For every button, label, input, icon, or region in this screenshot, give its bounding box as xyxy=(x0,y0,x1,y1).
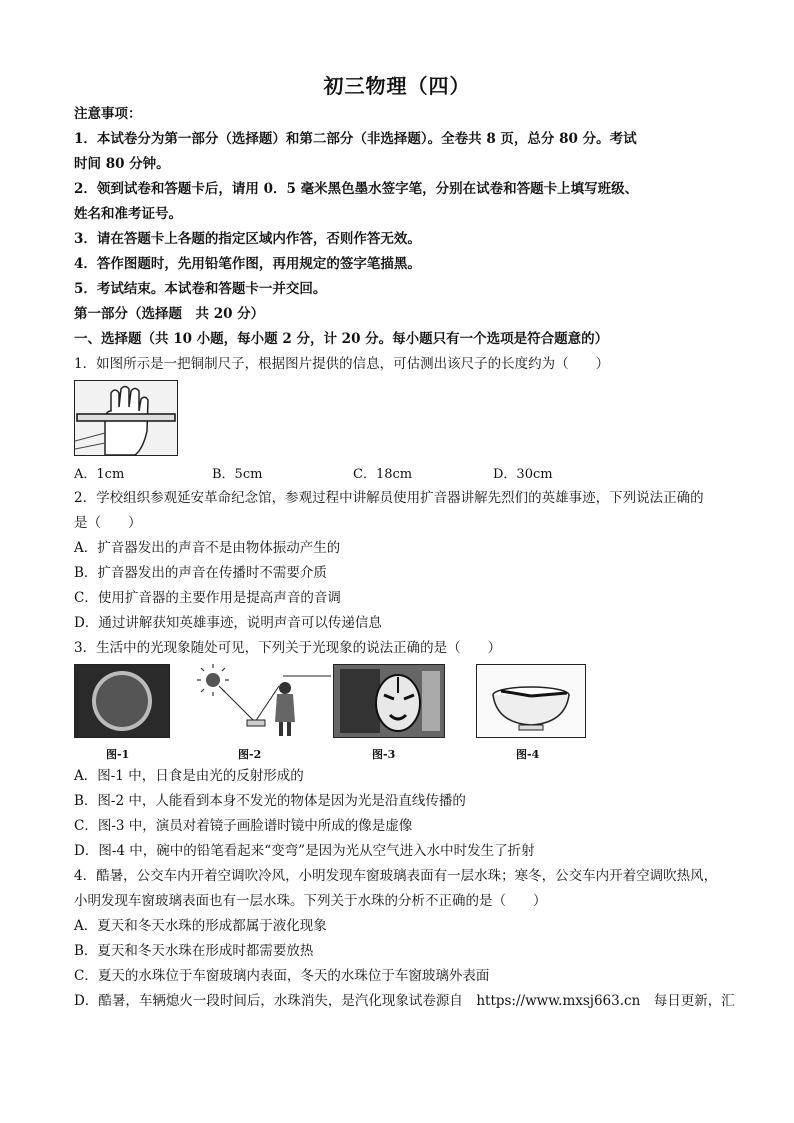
q2-option: C．使用扩音器的主要作用是提高声音的音调 xyxy=(74,590,341,606)
q4-stem: 小明发现车窗玻璃表面也有一层水珠。下列关于水珠的分析不正确的是（ ） xyxy=(74,893,547,909)
light-path-figure xyxy=(195,664,335,740)
q4-stem: 4．酷暑，公交车内开着空调吹冷风，小明发现车窗玻璃表面有一层水珠；寒冬，公交车内开着空调吹热风， xyxy=(74,868,718,884)
fig-label: 图-1 xyxy=(106,748,130,761)
ruler-hand-figure xyxy=(74,380,178,456)
section-heading: 一、选择题（共 10 小题，每小题 2 分，计 20 分。每小题只有一个选项是符合题意的） xyxy=(74,331,609,347)
part1-heading: 第一部分（选择题 共 20 分） xyxy=(74,306,265,322)
q2-option: D．通过讲解获知英雄事迹，说明声音可以传递信息 xyxy=(74,615,382,631)
q4-option: D．酷暑，车辆熄火一段时间后，水珠消失，是汽化现象试卷源自 https://www.mxsj663.cn 每日更新，汇 xyxy=(74,993,735,1009)
q2-stem: 是（ ） xyxy=(74,515,142,531)
q3-option: B．图-2 中，人能看到本身不发光的物体是因为光是沿直线传播的 xyxy=(74,793,466,809)
notice-item: 2．领到试卷和答题卡后，请用 0．5 毫米黑色墨水签字笔，分别在试卷和答题卡上填写班级、 xyxy=(74,181,639,197)
notice-item: 3．请在答题卡上各题的指定区域内作答，否则作答无效。 xyxy=(74,231,421,247)
q1-option: D．30cm xyxy=(493,467,553,482)
notice-item: 时间 80 分钟。 xyxy=(74,156,170,172)
q3-option: A．图-1 中，日食是由光的反射形成的 xyxy=(74,768,304,784)
q1-option: C．18cm xyxy=(353,467,413,482)
q2-stem: 2．学校组织参观延安革命纪念馆，参观过程中讲解员使用扩音器讲解先烈们的英雄事迹，下列说法正确的 xyxy=(74,490,704,506)
q1-option: A．1cm xyxy=(74,467,125,482)
q4-option: B．夏天和冬天水珠在形成时都需要放热 xyxy=(74,943,314,959)
notice-heading: 注意事项： xyxy=(74,106,142,122)
fig-label: 图-3 xyxy=(372,748,396,761)
notice-item: 1．本试卷分为第一部分（选择题）和第二部分（非选择题）。全卷共 8 页，总分 80 分。考试 xyxy=(74,131,637,147)
q4-option: A．夏天和冬天水珠的形成都属于液化现象 xyxy=(74,918,327,934)
notice-item: 姓名和准考证号。 xyxy=(74,206,182,222)
bowl-pencil-figure xyxy=(476,664,586,738)
q2-option: B．扩音器发出的声音在传播时不需要介质 xyxy=(74,565,327,581)
q4-option: C．夏天的水珠位于车窗玻璃内表面，冬天的水珠位于车窗玻璃外表面 xyxy=(74,968,490,984)
eclipse-figure xyxy=(74,664,170,738)
fig-label: 图-2 xyxy=(238,748,262,761)
q3-stem: 3．生活中的光现象随处可见，下列关于光现象的说法正确的是（ ） xyxy=(74,640,502,656)
q3-option: D．图-4 中，碗中的铅笔看起来“变弯”是因为光从空气进入水中时发生了折射 xyxy=(74,843,535,859)
q1-option: B．5cm xyxy=(212,467,263,482)
notice-item: 4．答作图题时，先用铅笔作图，再用规定的签字笔描黑。 xyxy=(74,256,421,272)
page-title: 初三物理（四） xyxy=(323,74,471,98)
notice-item: 5．考试结束。本试卷和答题卡一并交回。 xyxy=(74,281,327,297)
fig-label: 图-4 xyxy=(516,748,540,761)
q1-stem: 1．如图所示是一把铜制尺子，根据图片提供的信息，可估测出该尺子的长度约为（ ） xyxy=(74,356,610,372)
q2-option: A．扩音器发出的声音不是由物体振动产生的 xyxy=(74,540,341,556)
opera-mask-figure xyxy=(333,664,445,738)
q3-option: C．图-3 中，演员对着镜子画脸谱时镜中所成的像是虚像 xyxy=(74,818,413,834)
